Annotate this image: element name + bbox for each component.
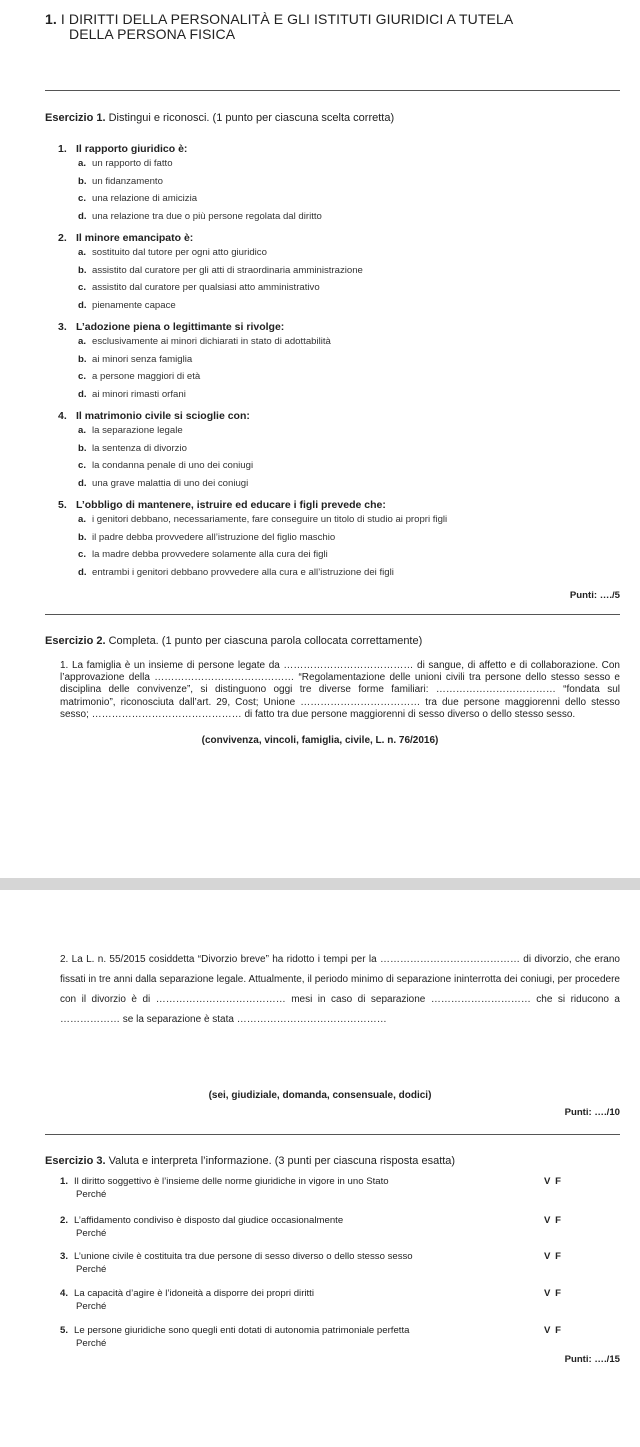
- question-2: [58, 232, 193, 244]
- question-number: 4.: [58, 410, 67, 422]
- answer-option[interactable]: [78, 532, 335, 543]
- item-reason-label: Perché: [76, 1338, 107, 1349]
- option-letter: c.: [78, 460, 87, 471]
- question-text: Il rapporto giuridico è:: [76, 143, 188, 155]
- option-letter: b.: [78, 442, 87, 454]
- true-false-item: [60, 1176, 580, 1200]
- question-5: [58, 499, 386, 511]
- answer-option[interactable]: [78, 158, 173, 169]
- option-text: la separazione legale: [92, 425, 183, 436]
- item-statement: La capacità d’agire è l’idoneità a disporre dei propri diritti: [74, 1288, 314, 1299]
- question-number: 1.: [58, 143, 67, 155]
- option-text: una relazione tra due o più persone regolata dal diritto: [92, 210, 322, 222]
- exercise-3-heading: [45, 1155, 455, 1167]
- divider: [45, 90, 620, 91]
- exercise-2-label: Esercizio 2.: [45, 635, 106, 647]
- exercise-1-score: Punti: …./5: [569, 590, 620, 601]
- question-1: [58, 143, 187, 155]
- answer-option[interactable]: [78, 567, 394, 578]
- exercise-2-word-bank-1: (convivenza, vincoli, famiglia, civile, L. n. 76/2016): [201, 735, 439, 746]
- answer-option[interactable]: [78, 443, 187, 454]
- exercise-1-label: Esercizio 1.: [45, 112, 106, 124]
- answer-option[interactable]: [78, 211, 322, 222]
- option-letter: d.: [78, 299, 87, 311]
- page-2: [0, 890, 640, 1447]
- question-number: 5.: [58, 499, 67, 511]
- answer-option[interactable]: [78, 371, 200, 382]
- option-text: una relazione di amicizia: [92, 193, 198, 204]
- answer-option[interactable]: [78, 354, 192, 365]
- question-text: L’obbligo di mantenere, istruire ed educare i figli prevede che:: [76, 499, 386, 511]
- option-letter: b.: [78, 531, 87, 543]
- chapter-title-line-2: DELLA PERSONA FISICA: [69, 26, 236, 42]
- option-text: pienamente capace: [92, 299, 176, 311]
- answer-option[interactable]: [78, 460, 253, 471]
- option-letter: a.: [78, 336, 87, 347]
- exercise-1-heading: [45, 112, 394, 124]
- chapter-title-line-1: I DIRITTI DELLA PERSONALITÀ E GLI ISTITUTI GIURIDICI A TUTELA: [60, 11, 514, 27]
- item-statement: Le persone giuridiche sono quegli enti dotati di autonomia patrimoniale perfetta: [74, 1325, 410, 1336]
- question-text: Il minore emancipato è:: [76, 232, 194, 244]
- true-false-choice[interactable]: V F: [544, 1176, 562, 1187]
- true-false-choice[interactable]: V F: [544, 1288, 562, 1299]
- exercise-1-instructions: Distingui e riconosci. (1 punto per ciascuna scelta corretta): [105, 112, 395, 124]
- true-false-item: [60, 1215, 580, 1239]
- page-gap: [0, 878, 640, 890]
- option-text: ai minori senza famiglia: [92, 353, 193, 365]
- option-letter: d.: [78, 210, 87, 222]
- option-letter: d.: [78, 566, 87, 578]
- answer-option[interactable]: [78, 247, 267, 258]
- option-letter: b.: [78, 353, 87, 365]
- exercise-2-heading: [45, 635, 422, 647]
- true-false-item: [60, 1251, 580, 1275]
- item-number: 3.: [60, 1251, 69, 1262]
- option-text: assistito dal curatore per gli atti di straordinaria amministrazione: [92, 264, 363, 276]
- divider: [45, 614, 620, 615]
- option-letter: a.: [78, 247, 87, 258]
- exercise-3-label: Esercizio 3.: [45, 1155, 106, 1167]
- item-statement: Il diritto soggettivo è l’insieme delle norme giuridiche in vigore in uno Stato: [74, 1176, 389, 1187]
- item-statement: L’unione civile è costituita tra due persone di sesso diverso o dello stesso sesso: [74, 1251, 413, 1262]
- question-text: L’adozione piena o legittimante si rivolge:: [76, 321, 285, 333]
- option-letter: c.: [78, 371, 87, 382]
- question-4: [58, 410, 250, 422]
- option-text: i genitori debbano, necessariamente, fare conseguire un titolo di studio ai propri figli: [92, 514, 448, 525]
- answer-option[interactable]: [78, 300, 176, 311]
- option-letter: a.: [78, 514, 87, 525]
- true-false-item: [60, 1288, 580, 1312]
- item-number: 5.: [60, 1325, 69, 1336]
- chapter-title: [45, 12, 605, 42]
- chapter-number: 1.: [45, 11, 57, 27]
- option-letter: c.: [78, 549, 87, 560]
- answer-option[interactable]: [78, 425, 183, 436]
- option-text: la condanna penale di uno dei coniugi: [92, 460, 254, 471]
- item-number: 4.: [60, 1288, 69, 1299]
- option-text: esclusivamente ai minori dichiarati in stato di adottabilità: [92, 336, 331, 347]
- option-letter: a.: [78, 425, 87, 436]
- option-text: la madre debba provvedere solamente alla cura dei figli: [92, 549, 328, 560]
- item-statement: L’affidamento condiviso è disposto dal giudice occasionalmente: [74, 1215, 344, 1226]
- option-text: entrambi i genitori debbano provvedere alla cura e all’istruzione dei figli: [92, 566, 394, 578]
- answer-option[interactable]: [78, 336, 331, 347]
- divider: [45, 1134, 620, 1135]
- exercise-2-paragraph-2: 2. La L. n. 55/2015 cosiddetta “Divorzio breve” ha ridotto i tempi per la …………………………………… di divorzio, che erano fissati in tre anni dalla separazione legale. Attualmente, il periodo minimo di separazione ininterrotta dei coniugi, per procedere con il divorzio è di ………………………………… mesi in caso di separazione ………………………… che si riducono a ……………… se la separazione è stata ………………………………………: [60, 954, 620, 1025]
- question-number: 2.: [58, 232, 67, 244]
- option-text: sostituito dal tutore per ogni atto giuridico: [92, 247, 267, 258]
- answer-option[interactable]: [78, 282, 320, 293]
- answer-option[interactable]: [78, 549, 328, 560]
- option-text: ai minori rimasti orfani: [92, 388, 186, 400]
- true-false-choice[interactable]: V F: [544, 1325, 562, 1336]
- true-false-choice[interactable]: V F: [544, 1215, 562, 1226]
- exercise-2-paragraph-1: 1. La famiglia è un insieme di persone legate da ………………………………… di sangue, di affetto e di collaborazione. Con l’approvazione della …………………………………… “Regolamentazione delle unioni civili tra persone dello stesso sesso e disciplina delle convivenze”, si distinguono oggi tre diverse forme familiari: ……………………………… “fondata sul matrimonio”, riconosciuta dall’art. 29, Cost; Unione ……………………………… tra due persone maggiorenni dello stesso sesso; ……………………………………… di fatto tra due persone maggiorenni di sesso diverso o dello stesso sesso.: [60, 660, 620, 720]
- question-3: [58, 321, 284, 333]
- option-text: una grave malattia di uno dei coniugi: [92, 477, 249, 489]
- option-text: un fidanzamento: [92, 175, 163, 187]
- true-false-item: [60, 1325, 580, 1349]
- item-reason-label: Perché: [76, 1301, 107, 1312]
- question-text: Il matrimonio civile si scioglie con:: [76, 410, 250, 422]
- answer-option[interactable]: [78, 389, 186, 400]
- true-false-choice[interactable]: V F: [544, 1251, 562, 1262]
- answer-option[interactable]: [78, 478, 248, 489]
- exercise-3-instructions: Valuta e interpreta l’informazione. (3 punti per ciascuna risposta esatta): [105, 1155, 456, 1167]
- option-letter: a.: [78, 158, 87, 169]
- option-letter: b.: [78, 264, 87, 276]
- answer-option[interactable]: [78, 514, 447, 525]
- option-text: assistito dal curatore per qualsiasi atto amministrativo: [92, 282, 320, 293]
- option-text: la sentenza di divorzio: [92, 442, 187, 454]
- exercise-3-score: Punti: …./15: [564, 1354, 620, 1365]
- option-text: a persone maggiori di età: [92, 371, 201, 382]
- option-letter: d.: [78, 388, 87, 400]
- option-letter: c.: [78, 282, 87, 293]
- item-number: 2.: [60, 1215, 69, 1226]
- item-reason-label: Perché: [76, 1189, 107, 1200]
- option-letter: c.: [78, 193, 87, 204]
- option-text: un rapporto di fatto: [92, 158, 173, 169]
- item-number: 1.: [60, 1176, 69, 1187]
- answer-option[interactable]: [78, 176, 163, 187]
- question-number: 3.: [58, 321, 67, 333]
- item-reason-label: Perché: [76, 1228, 107, 1239]
- exercise-2-word-bank-2: (sei, giudiziale, domanda, consensuale, dodici): [208, 1090, 432, 1101]
- answer-option[interactable]: [78, 193, 197, 204]
- option-letter: b.: [78, 175, 87, 187]
- item-reason-label: Perché: [76, 1264, 107, 1275]
- option-text: il padre debba provvedere all’istruzione del figlio maschio: [92, 531, 336, 543]
- answer-option[interactable]: [78, 265, 363, 276]
- exercise-2-score: Punti: …./10: [564, 1107, 620, 1118]
- option-letter: d.: [78, 477, 87, 489]
- exercise-2-instructions: Completa. (1 punto per ciascuna parola collocata correttamente): [105, 635, 423, 647]
